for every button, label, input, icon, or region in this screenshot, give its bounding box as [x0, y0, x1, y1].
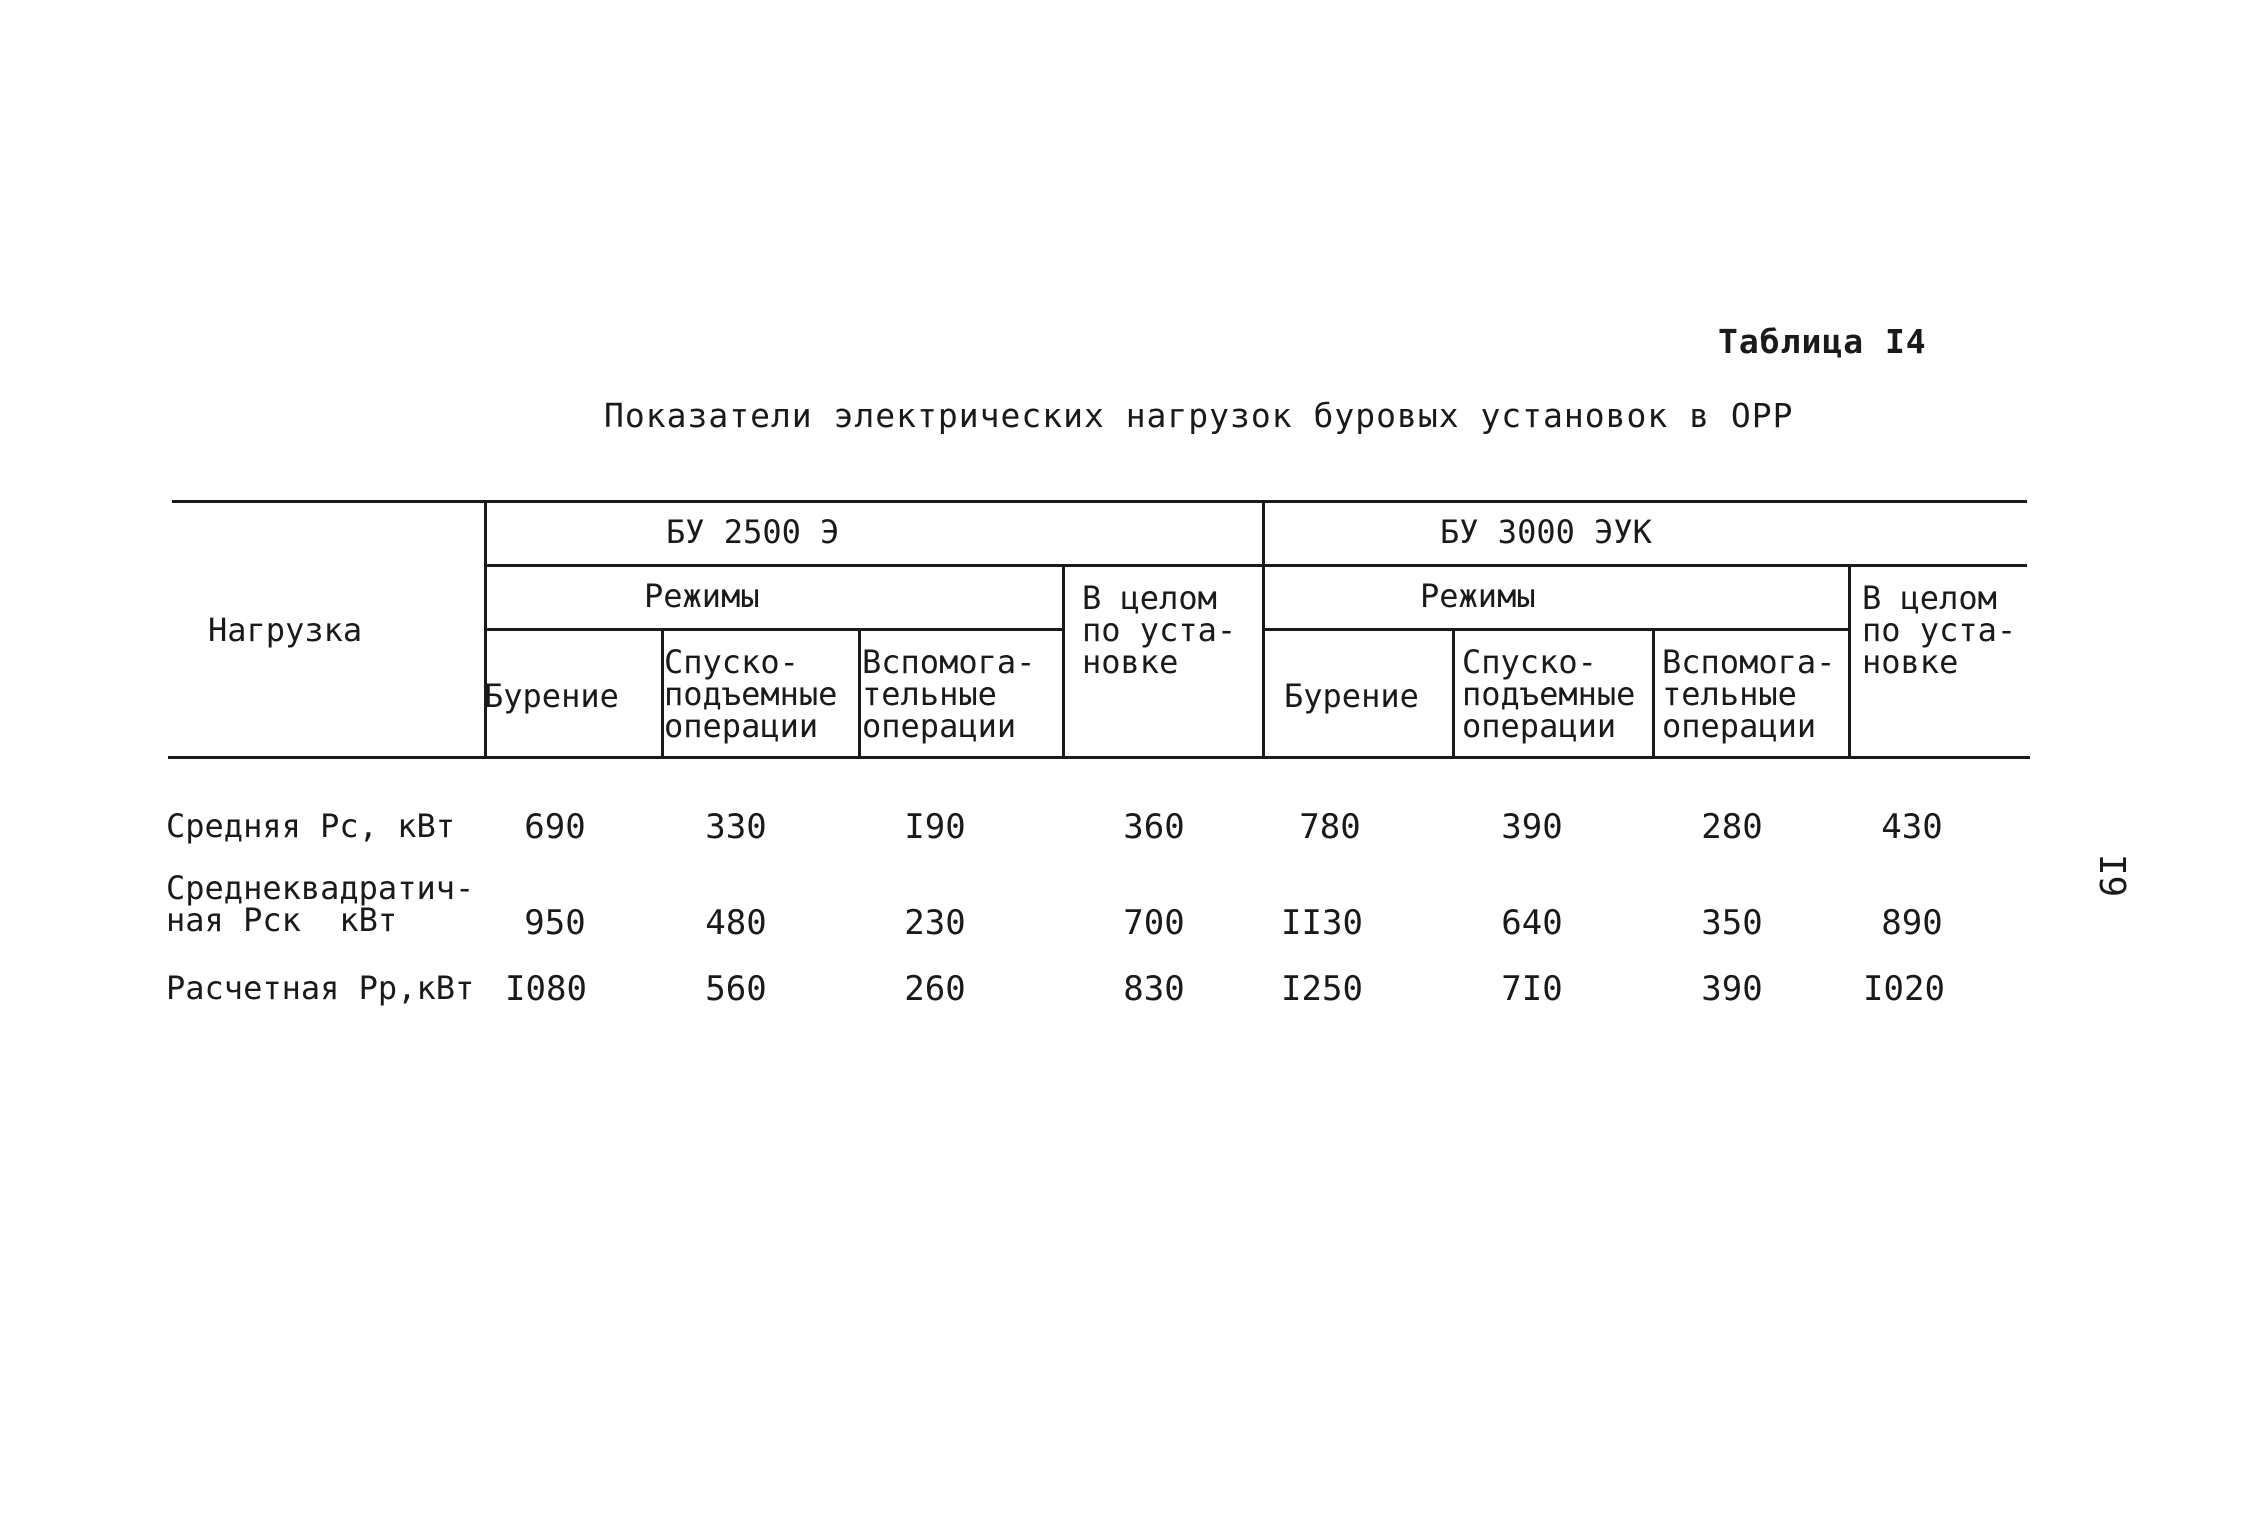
load-col-header: Нагрузка: [208, 611, 363, 649]
group1-modes-header: Режимы: [644, 577, 760, 615]
col-divider-3: [858, 628, 861, 758]
table-cell: 640: [1501, 903, 1563, 943]
table-cell: 280: [1701, 807, 1763, 847]
group1-tripping-header: Спуско- подъемные операции: [664, 643, 838, 745]
group1-drilling-header: Бурение: [484, 677, 619, 715]
table-cell: I250: [1281, 969, 1363, 1009]
table-cell: I90: [904, 807, 966, 847]
group2-modes-header: Режимы: [1420, 577, 1536, 615]
group2-overall-header: В целом по уста- новке: [1862, 579, 2017, 681]
table-cell: 330: [705, 807, 767, 847]
group2-drilling-header: Бурение: [1284, 677, 1419, 715]
group-rule: [485, 564, 2027, 567]
table-cell: 230: [904, 903, 966, 943]
table-cell: 690: [524, 807, 586, 847]
table-cell: II30: [1281, 903, 1363, 943]
table-cell: 560: [705, 969, 767, 1009]
col-divider-6: [1452, 628, 1455, 758]
table-cell: 390: [1501, 807, 1563, 847]
table-cell: 890: [1881, 903, 1943, 943]
table-cell: I020: [1863, 969, 1945, 1009]
page-number: I9: [2091, 853, 2133, 898]
table-cell: I080: [505, 969, 587, 1009]
group1-auxiliary-header: Вспомога- тельные операции: [862, 643, 1036, 745]
table-cell: 480: [705, 903, 767, 943]
group1-overall-header: В целом по уста- новке: [1082, 579, 1237, 681]
row-label-rms: Среднеквадратич- ная Рск кВт: [166, 869, 475, 939]
modes-rule-2: [1265, 628, 1850, 631]
table-cell: 360: [1123, 807, 1185, 847]
col-divider-1: [484, 500, 487, 758]
group1-header: БУ 2500 Э: [666, 513, 840, 551]
table-cell: 700: [1123, 903, 1185, 943]
table-cell: 350: [1701, 903, 1763, 943]
group2-tripping-header: Спуско- подъемные операции: [1462, 643, 1636, 745]
col-divider-7: [1652, 628, 1655, 758]
group2-header: БУ 3000 ЭУК: [1440, 513, 1652, 551]
table-caption: Показатели электрических нагрузок буровых установок в ОРР: [604, 396, 1794, 435]
table-cell: 430: [1881, 807, 1943, 847]
table-cell: 780: [1299, 807, 1361, 847]
col-divider-4: [1062, 564, 1065, 758]
table-cell: 7I0: [1501, 969, 1563, 1009]
group2-auxiliary-header: Вспомога- тельные операции: [1662, 643, 1836, 745]
table-cell: 390: [1701, 969, 1763, 1009]
modes-rule-1: [485, 628, 1062, 631]
table-cell: 830: [1123, 969, 1185, 1009]
header-bottom-rule: [168, 756, 2030, 759]
row-label-design: Расчетная Рр,кВт: [166, 969, 475, 1007]
col-divider-5: [1262, 500, 1265, 758]
row-label-average: Средняя Рс, кВт: [166, 807, 455, 845]
col-divider-8: [1848, 564, 1851, 758]
top-rule: [172, 500, 2027, 503]
table-cell: 260: [904, 969, 966, 1009]
table-cell: 950: [524, 903, 586, 943]
table-label: Таблица I4: [1718, 322, 1927, 361]
